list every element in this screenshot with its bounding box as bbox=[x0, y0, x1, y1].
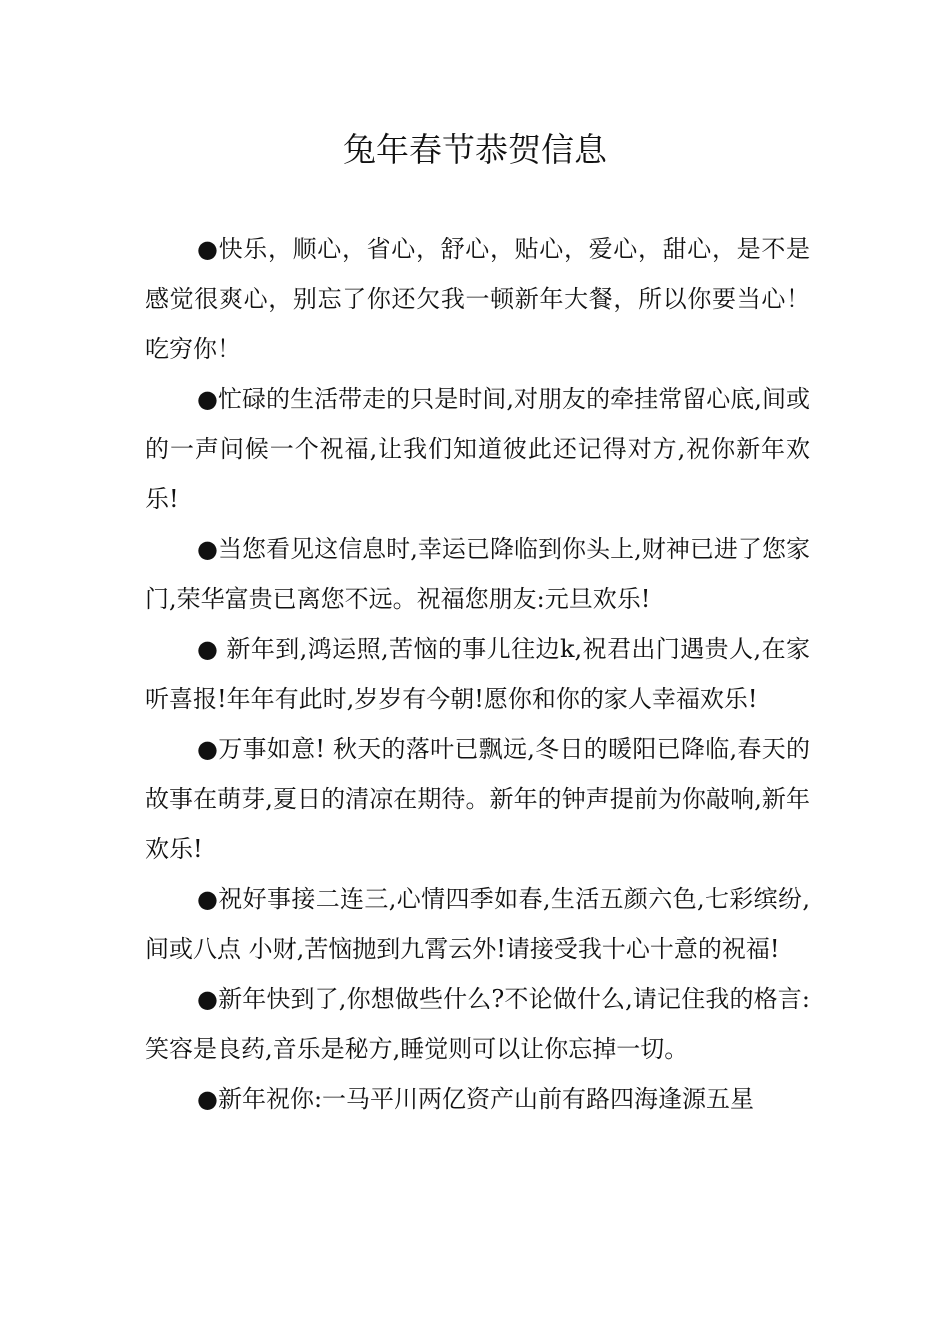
paragraph: ● 新年到,鸿运照,苦恼的事儿往边k,祝君出门遇贵人,在家听喜报!年年有此时,岁岁有今朝!愿你和你的家人幸福欢乐! bbox=[145, 635, 810, 713]
paragraph: ●新年快到了,你想做些什么?不论做什么,请记住我的格言:笑容是良药,音乐是秘方,睡觉则可以让你忘掉一切。 bbox=[145, 985, 810, 1063]
document-body bbox=[145, 224, 810, 1124]
paragraph: ●忙碌的生活带走的只是时间,对朋友的牵挂常留心底,间或的一声问候一个祝福,让我们知道彼此还记得对方,祝你新年欢乐! bbox=[145, 385, 810, 513]
paragraph: ●新年祝你:一马平川两亿资产山前有路四海逢源五星 bbox=[197, 1085, 755, 1113]
paragraph: ●万事如意! 秋天的落叶已飘远,冬日的暖阳已降临,春天的故事在萌芽,夏日的清凉在期待。新年的钟声提前为你敲响,新年欢乐! bbox=[145, 735, 810, 863]
paragraph: ●祝好事接二连三,心情四季如春,生活五颜六色,七彩缤纷,间或八点 小财,苦恼抛到九霄云外!请接受我十心十意的祝福! bbox=[145, 885, 810, 963]
page-title: 兔年春节恭贺信息 bbox=[343, 130, 607, 169]
paragraph: ●快乐，顺心，省心，舒心，贴心，爱心，甜心，是不是感觉很爽心，别忘了你还欠我一顿新年大餐，所以你要当心！吃穷你！ bbox=[145, 235, 810, 363]
paragraph: ●当您看见这信息时,幸运已降临到你头上,财神已进了您家门,荣华富贵已离您不远。祝福您朋友:元旦欢乐! bbox=[145, 535, 810, 613]
